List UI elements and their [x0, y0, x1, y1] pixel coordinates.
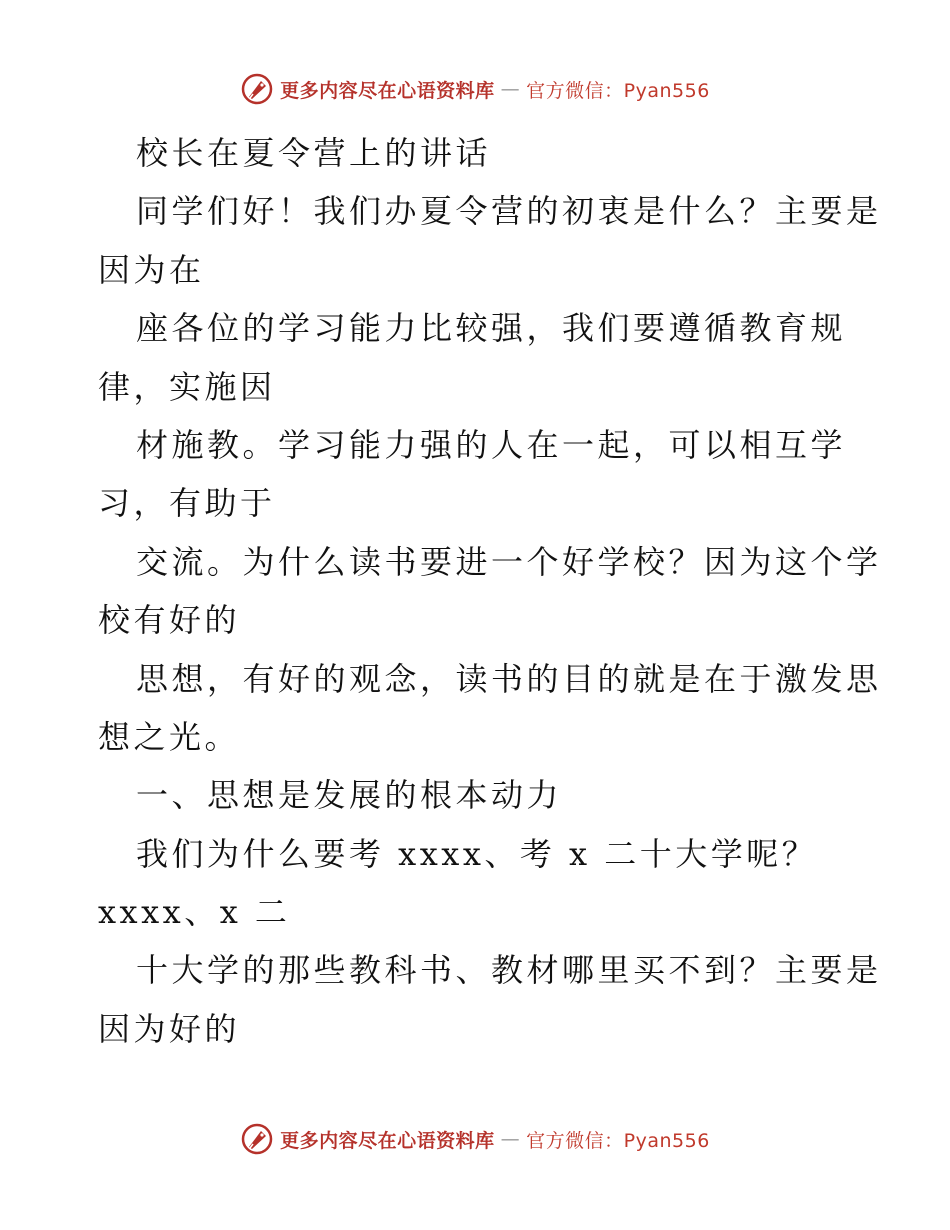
header-banner — [0, 72, 950, 106]
pen-nib-logo-icon — [240, 1122, 274, 1156]
paragraph-line: 思想，有好的观念，读书的目的就是在于激发思 — [136, 659, 882, 698]
banner-wechat-text: 官方微信：Pyan556 — [526, 79, 710, 102]
paragraph-line: 想之光。 — [98, 717, 241, 756]
paragraph-line: 座各位的学习能力比较强，我们要遵循教育规 — [136, 309, 847, 348]
banner-wechat-text: 官方微信：Pyan556 — [526, 1129, 710, 1152]
pen-nib-logo-icon — [240, 72, 274, 106]
document-title: 校长在夏令营上的讲话 — [136, 134, 492, 172]
banner-separator: — — [500, 78, 521, 100]
footer-banner — [0, 1122, 950, 1156]
paragraph-line: 交流。为什么读书要进一个好学校？因为这个学 — [136, 542, 882, 581]
paragraph-line: 律，实施因 — [98, 367, 276, 406]
banner-main-text: 更多内容尽在心语资料库 — [280, 79, 495, 102]
paragraph-line: 校有好的 — [98, 601, 241, 640]
paragraph-line: 习，有助于 — [98, 484, 276, 523]
banner-main-text: 更多内容尽在心语资料库 — [280, 1129, 495, 1152]
paragraph-line: 材施教。学习能力强的人在一起，可以相互学 — [136, 425, 847, 464]
paragraph-line: 因为在 — [98, 250, 205, 289]
document-body — [98, 124, 882, 1058]
paragraph-line: 同学们好！我们办夏令营的初衷是什么？主要是 — [136, 192, 882, 231]
paragraph-line: xxxx、x 二 — [98, 893, 291, 932]
paragraph-line: 因为好的 — [98, 1009, 241, 1048]
paragraph-line: 十大学的那些教科书、教材哪里买不到？主要是 — [136, 951, 882, 990]
paragraph-line: 我们为什么要考 xxxx、考 x 二十大学呢？ — [136, 834, 818, 873]
banner-separator: — — [500, 1128, 521, 1150]
section-heading: 一、思想是发展的根本动力 — [136, 776, 563, 815]
